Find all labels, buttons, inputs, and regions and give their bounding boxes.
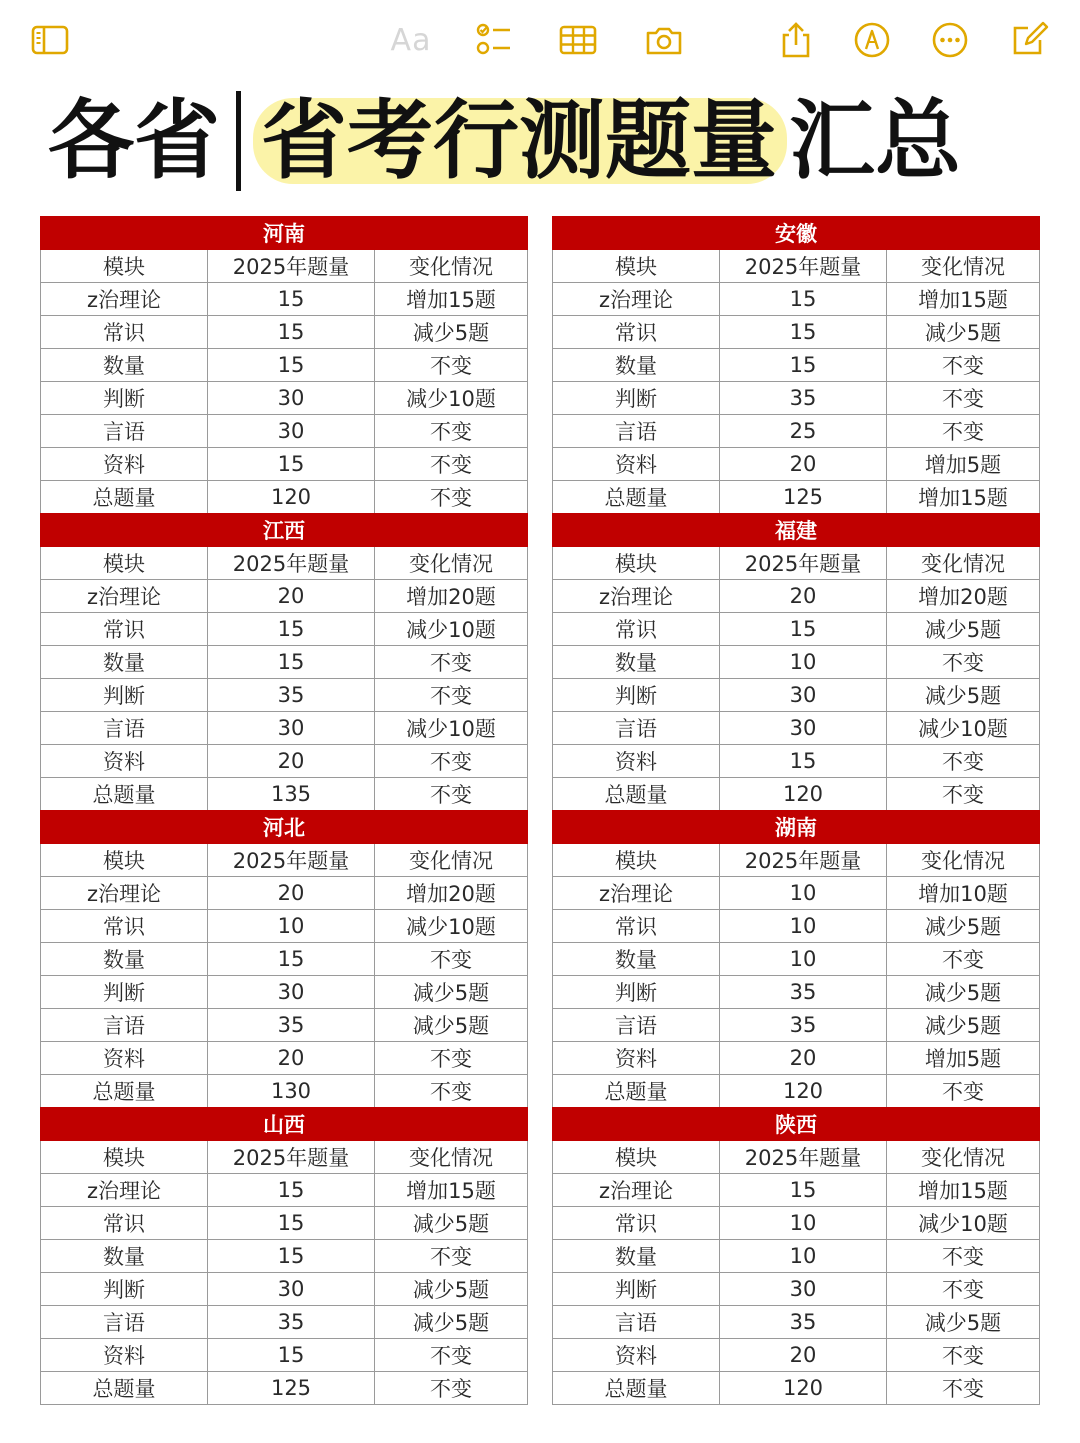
module-cell: z治理论 — [553, 1174, 720, 1207]
change-cell: 减少10题 — [375, 382, 528, 415]
change-cell: 增加20题 — [375, 580, 528, 613]
change-cell: 不变 — [887, 1075, 1040, 1108]
table-row — [41, 316, 528, 349]
count-cell: 10 — [720, 1207, 887, 1240]
column-header: 2025年题量 — [208, 250, 375, 283]
change-cell: 增加5题 — [887, 1042, 1040, 1075]
table-row — [41, 1306, 528, 1339]
module-cell: 判断 — [553, 679, 720, 712]
change-cell: 增加15题 — [887, 283, 1040, 316]
count-cell: 30 — [208, 382, 375, 415]
module-cell: 言语 — [553, 1009, 720, 1042]
change-cell: 减少10题 — [375, 613, 528, 646]
column-header: 2025年题量 — [720, 547, 887, 580]
change-cell: 减少5题 — [375, 1306, 528, 1339]
change-cell: 不变 — [887, 646, 1040, 679]
province-name: 江西 — [41, 514, 528, 547]
table-row — [553, 415, 1040, 448]
change-cell: 不变 — [375, 1042, 528, 1075]
module-cell: 言语 — [553, 1306, 720, 1339]
change-cell: 不变 — [375, 745, 528, 778]
count-cell: 15 — [720, 745, 887, 778]
table-row — [553, 1207, 1040, 1240]
province-table — [552, 1107, 1040, 1405]
column-header: 模块 — [41, 1141, 208, 1174]
column-header: 变化情况 — [375, 547, 528, 580]
count-cell: 35 — [720, 382, 887, 415]
change-cell: 减少5题 — [375, 1207, 528, 1240]
change-cell: 增加15题 — [887, 481, 1040, 514]
page-title — [48, 86, 961, 196]
module-cell: 资料 — [41, 1339, 208, 1372]
table-row — [41, 283, 528, 316]
table-row — [41, 745, 528, 778]
table-row — [553, 1372, 1040, 1405]
count-cell: 15 — [720, 1174, 887, 1207]
table-row — [41, 1240, 528, 1273]
module-cell: 总题量 — [41, 1372, 208, 1405]
column-header-row — [553, 547, 1040, 580]
column-header: 变化情况 — [375, 1141, 528, 1174]
column-header: 2025年题量 — [208, 547, 375, 580]
more-icon[interactable] — [930, 20, 970, 60]
table-row — [41, 910, 528, 943]
table-row — [553, 943, 1040, 976]
change-cell: 减少5题 — [375, 976, 528, 1009]
table-row — [553, 580, 1040, 613]
province-header-row — [553, 514, 1040, 547]
module-cell: 常识 — [553, 910, 720, 943]
table-row — [553, 712, 1040, 745]
title-part1: 各省 — [48, 91, 220, 191]
change-cell: 减少5题 — [887, 679, 1040, 712]
count-cell: 15 — [208, 1339, 375, 1372]
change-cell: 减少5题 — [375, 1009, 528, 1042]
module-cell: 总题量 — [553, 481, 720, 514]
table-row — [553, 448, 1040, 481]
change-cell: 减少10题 — [375, 910, 528, 943]
module-cell: 言语 — [553, 415, 720, 448]
count-cell: 120 — [720, 1075, 887, 1108]
count-cell: 35 — [720, 1306, 887, 1339]
column-header: 变化情况 — [887, 547, 1040, 580]
change-cell: 减少5题 — [887, 613, 1040, 646]
count-cell: 30 — [208, 415, 375, 448]
table-row — [553, 778, 1040, 811]
table-row — [41, 778, 528, 811]
module-cell: 总题量 — [553, 778, 720, 811]
change-cell: 增加20题 — [375, 877, 528, 910]
column-header: 变化情况 — [887, 844, 1040, 877]
province-table — [40, 1107, 528, 1405]
count-cell: 10 — [720, 1240, 887, 1273]
count-cell: 130 — [208, 1075, 375, 1108]
checklist-icon[interactable] — [474, 20, 514, 60]
change-cell: 不变 — [375, 481, 528, 514]
province-table — [40, 513, 528, 811]
change-cell: 增加10题 — [887, 877, 1040, 910]
table-row — [41, 1273, 528, 1306]
module-cell: 言语 — [41, 712, 208, 745]
table-row — [41, 1372, 528, 1405]
change-cell: 不变 — [887, 1240, 1040, 1273]
markup-icon[interactable] — [852, 20, 892, 60]
change-cell: 不变 — [375, 778, 528, 811]
count-cell: 15 — [208, 349, 375, 382]
module-cell: 总题量 — [41, 481, 208, 514]
text-format-label: Aa — [390, 22, 432, 58]
table-row — [41, 613, 528, 646]
camera-icon[interactable] — [644, 20, 684, 60]
province-name: 陕西 — [553, 1108, 1040, 1141]
count-cell: 30 — [720, 1273, 887, 1306]
count-cell: 125 — [720, 481, 887, 514]
count-cell: 35 — [208, 679, 375, 712]
module-cell: 言语 — [41, 415, 208, 448]
table-row — [41, 1042, 528, 1075]
change-cell: 减少5题 — [887, 1306, 1040, 1339]
count-cell: 15 — [208, 448, 375, 481]
module-cell: 常识 — [41, 316, 208, 349]
module-cell: z治理论 — [41, 283, 208, 316]
column-header: 2025年题量 — [208, 1141, 375, 1174]
table-row — [553, 910, 1040, 943]
module-cell: 常识 — [41, 613, 208, 646]
module-cell: 常识 — [41, 910, 208, 943]
province-tables — [40, 216, 1040, 1407]
change-cell: 不变 — [375, 679, 528, 712]
count-cell: 15 — [720, 316, 887, 349]
column-header-row — [553, 1141, 1040, 1174]
table-row — [41, 976, 528, 1009]
module-cell: 判断 — [41, 1273, 208, 1306]
change-cell: 减少5题 — [375, 316, 528, 349]
module-cell: 数量 — [553, 1240, 720, 1273]
module-cell: z治理论 — [41, 1174, 208, 1207]
module-cell: 数量 — [41, 943, 208, 976]
module-cell: 常识 — [41, 1207, 208, 1240]
count-cell: 20 — [720, 1042, 887, 1075]
module-cell: 数量 — [41, 349, 208, 382]
change-cell: 增加15题 — [375, 283, 528, 316]
province-header-row — [41, 811, 528, 844]
module-cell: 常识 — [553, 1207, 720, 1240]
module-cell: z治理论 — [41, 877, 208, 910]
count-cell: 20 — [720, 580, 887, 613]
title-divider — [236, 91, 241, 191]
module-cell: 资料 — [553, 1339, 720, 1372]
count-cell: 30 — [720, 679, 887, 712]
province-name: 山西 — [41, 1108, 528, 1141]
province-name: 河北 — [41, 811, 528, 844]
column-header-row — [41, 844, 528, 877]
table-row — [553, 1174, 1040, 1207]
count-cell: 35 — [208, 1306, 375, 1339]
module-cell: 资料 — [41, 448, 208, 481]
count-cell: 15 — [208, 316, 375, 349]
count-cell: 20 — [720, 448, 887, 481]
module-cell: 判断 — [553, 1273, 720, 1306]
change-cell: 不变 — [375, 1075, 528, 1108]
change-cell: 不变 — [375, 646, 528, 679]
column-header-row — [553, 844, 1040, 877]
change-cell: 减少10题 — [887, 712, 1040, 745]
text-format-icon[interactable] — [388, 20, 434, 60]
province-table — [40, 810, 528, 1108]
column-header: 模块 — [553, 547, 720, 580]
count-cell: 15 — [720, 613, 887, 646]
count-cell: 10 — [720, 877, 887, 910]
province-name: 河南 — [41, 217, 528, 250]
table-row — [41, 382, 528, 415]
change-cell: 增加20题 — [887, 580, 1040, 613]
table-row — [553, 646, 1040, 679]
count-cell: 30 — [208, 712, 375, 745]
column-header: 2025年题量 — [208, 844, 375, 877]
province-table — [40, 216, 528, 514]
sidebar-icon[interactable] — [30, 20, 70, 60]
column-header: 模块 — [553, 844, 720, 877]
count-cell: 20 — [720, 1339, 887, 1372]
table-row — [41, 1339, 528, 1372]
module-cell: 判断 — [41, 382, 208, 415]
change-cell: 不变 — [887, 745, 1040, 778]
count-cell: 15 — [208, 283, 375, 316]
change-cell: 减少5题 — [887, 316, 1040, 349]
change-cell: 减少5题 — [887, 976, 1040, 1009]
count-cell: 35 — [720, 1009, 887, 1042]
module-cell: 数量 — [553, 646, 720, 679]
count-cell: 20 — [208, 580, 375, 613]
module-cell: 总题量 — [553, 1372, 720, 1405]
table-row — [553, 877, 1040, 910]
change-cell: 不变 — [887, 1273, 1040, 1306]
change-cell: 减少5题 — [887, 910, 1040, 943]
change-cell: 减少10题 — [887, 1207, 1040, 1240]
count-cell: 30 — [208, 976, 375, 1009]
change-cell: 不变 — [887, 1372, 1040, 1405]
province-name: 福建 — [553, 514, 1040, 547]
table-row — [553, 613, 1040, 646]
title-highlight: 省考行测题量 — [253, 98, 787, 184]
table-row — [553, 1273, 1040, 1306]
module-cell: 判断 — [553, 976, 720, 1009]
count-cell: 30 — [720, 712, 887, 745]
column-header-row — [553, 250, 1040, 283]
table-row — [41, 1174, 528, 1207]
table-row — [553, 1240, 1040, 1273]
table-row — [553, 1042, 1040, 1075]
change-cell: 不变 — [375, 349, 528, 382]
change-cell: 不变 — [887, 415, 1040, 448]
column-header: 变化情况 — [375, 844, 528, 877]
count-cell: 10 — [720, 646, 887, 679]
change-cell: 增加15题 — [375, 1174, 528, 1207]
table-row — [553, 481, 1040, 514]
count-cell: 15 — [720, 283, 887, 316]
count-cell: 10 — [720, 910, 887, 943]
province-header-row — [41, 514, 528, 547]
count-cell: 15 — [208, 613, 375, 646]
table-row — [553, 976, 1040, 1009]
change-cell: 不变 — [375, 1240, 528, 1273]
column-header-row — [41, 250, 528, 283]
column-header: 2025年题量 — [720, 250, 887, 283]
change-cell: 减少5题 — [375, 1273, 528, 1306]
table-row — [553, 1075, 1040, 1108]
count-cell: 120 — [208, 481, 375, 514]
table-row — [553, 316, 1040, 349]
module-cell: 言语 — [41, 1306, 208, 1339]
column-header-row — [41, 1141, 528, 1174]
table-row — [41, 712, 528, 745]
count-cell: 15 — [208, 943, 375, 976]
table-row — [41, 580, 528, 613]
module-cell: z治理论 — [41, 580, 208, 613]
count-cell: 10 — [208, 910, 375, 943]
share-icon[interactable] — [776, 20, 816, 60]
module-cell: 数量 — [41, 1240, 208, 1273]
change-cell: 不变 — [887, 943, 1040, 976]
table-row — [41, 481, 528, 514]
change-cell: 不变 — [887, 1339, 1040, 1372]
count-cell: 120 — [720, 778, 887, 811]
module-cell: 资料 — [553, 1042, 720, 1075]
compose-icon[interactable] — [1010, 20, 1050, 60]
module-cell: z治理论 — [553, 580, 720, 613]
count-cell: 15 — [208, 1207, 375, 1240]
table-row — [41, 448, 528, 481]
count-cell: 120 — [720, 1372, 887, 1405]
province-header-row — [553, 217, 1040, 250]
table-row — [553, 349, 1040, 382]
count-cell: 20 — [208, 877, 375, 910]
count-cell: 15 — [208, 1240, 375, 1273]
change-cell: 不变 — [375, 943, 528, 976]
title-part2: 汇总 — [789, 91, 961, 191]
change-cell: 不变 — [375, 1372, 528, 1405]
module-cell: 资料 — [41, 1042, 208, 1075]
column-header: 模块 — [41, 250, 208, 283]
module-cell: 常识 — [553, 613, 720, 646]
module-cell: 言语 — [41, 1009, 208, 1042]
change-cell: 不变 — [887, 778, 1040, 811]
module-cell: 判断 — [553, 382, 720, 415]
count-cell: 30 — [208, 1273, 375, 1306]
change-cell: 不变 — [375, 448, 528, 481]
column-header: 模块 — [41, 844, 208, 877]
table-row — [41, 1207, 528, 1240]
module-cell: 言语 — [553, 712, 720, 745]
province-header-row — [41, 217, 528, 250]
count-cell: 15 — [720, 349, 887, 382]
province-name: 湖南 — [553, 811, 1040, 844]
province-table — [552, 810, 1040, 1108]
table-row — [41, 349, 528, 382]
change-cell: 不变 — [887, 382, 1040, 415]
table-icon[interactable] — [558, 20, 598, 60]
table-row — [553, 283, 1040, 316]
count-cell: 25 — [720, 415, 887, 448]
table-row — [553, 1339, 1040, 1372]
column-header: 变化情况 — [887, 250, 1040, 283]
module-cell: z治理论 — [553, 283, 720, 316]
change-cell: 增加15题 — [887, 1174, 1040, 1207]
count-cell: 15 — [208, 1174, 375, 1207]
module-cell: 总题量 — [553, 1075, 720, 1108]
province-table — [552, 513, 1040, 811]
table-row — [553, 679, 1040, 712]
table-row — [41, 679, 528, 712]
count-cell: 20 — [208, 1042, 375, 1075]
table-row — [553, 1009, 1040, 1042]
change-cell: 增加5题 — [887, 448, 1040, 481]
column-header: 模块 — [553, 1141, 720, 1174]
module-cell: 数量 — [553, 943, 720, 976]
module-cell: 资料 — [553, 448, 720, 481]
province-header-row — [553, 1108, 1040, 1141]
module-cell: 总题量 — [41, 1075, 208, 1108]
column-header: 变化情况 — [887, 1141, 1040, 1174]
change-cell: 不变 — [375, 415, 528, 448]
count-cell: 35 — [720, 976, 887, 1009]
province-table — [552, 216, 1040, 514]
module-cell: 数量 — [553, 349, 720, 382]
change-cell: 减少5题 — [887, 1009, 1040, 1042]
notes-toolbar — [0, 0, 1080, 80]
table-row — [41, 646, 528, 679]
column-header: 2025年题量 — [720, 1141, 887, 1174]
count-cell: 15 — [208, 646, 375, 679]
table-row — [41, 1075, 528, 1108]
count-cell: 35 — [208, 1009, 375, 1042]
table-row — [41, 943, 528, 976]
count-cell: 135 — [208, 778, 375, 811]
column-header: 模块 — [41, 547, 208, 580]
count-cell: 10 — [720, 943, 887, 976]
module-cell: 常识 — [553, 316, 720, 349]
table-row — [553, 382, 1040, 415]
province-header-row — [41, 1108, 528, 1141]
table-row — [553, 1306, 1040, 1339]
change-cell: 减少10题 — [375, 712, 528, 745]
province-name: 安徽 — [553, 217, 1040, 250]
module-cell: 判断 — [41, 976, 208, 1009]
column-header: 2025年题量 — [720, 844, 887, 877]
count-cell: 20 — [208, 745, 375, 778]
table-row — [41, 877, 528, 910]
module-cell: 总题量 — [41, 778, 208, 811]
module-cell: z治理论 — [553, 877, 720, 910]
column-header: 变化情况 — [375, 250, 528, 283]
column-header-row — [41, 547, 528, 580]
module-cell: 资料 — [41, 745, 208, 778]
column-header: 模块 — [553, 250, 720, 283]
module-cell: 资料 — [553, 745, 720, 778]
table-row — [41, 1009, 528, 1042]
change-cell: 不变 — [375, 1339, 528, 1372]
change-cell: 不变 — [887, 349, 1040, 382]
table-row — [41, 415, 528, 448]
count-cell: 125 — [208, 1372, 375, 1405]
module-cell: 判断 — [41, 679, 208, 712]
table-row — [553, 745, 1040, 778]
province-header-row — [553, 811, 1040, 844]
module-cell: 数量 — [41, 646, 208, 679]
